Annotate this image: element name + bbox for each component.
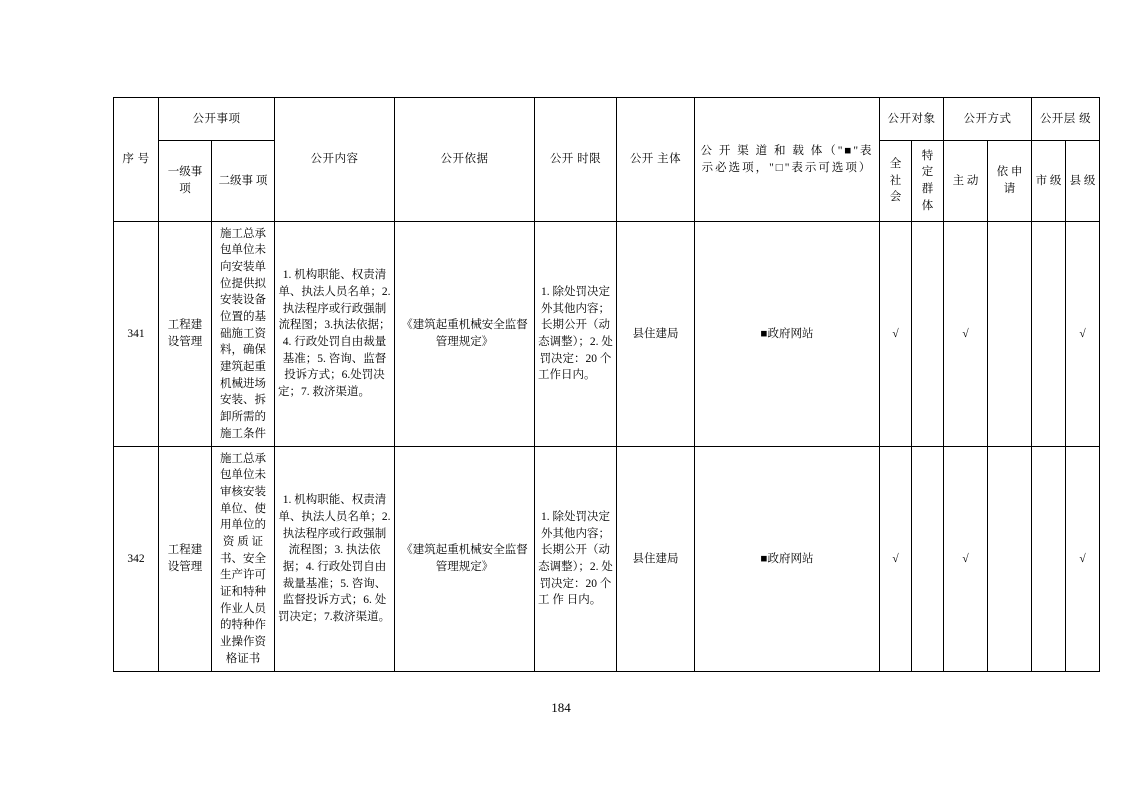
header-method-apply: 依 申 请 <box>988 141 1032 222</box>
table-header-row-1 <box>114 98 1100 141</box>
header-level-city: 市 级 <box>1032 141 1066 222</box>
table-container <box>113 97 1096 672</box>
cell-seq: 342 <box>114 447 159 672</box>
cell-method-apply <box>988 447 1032 672</box>
cell-audience-group <box>912 447 944 672</box>
cell-audience-public: √ <box>880 447 912 672</box>
cell-level-county: √ <box>1066 222 1100 447</box>
cell-subject: 县住建局 <box>617 447 695 672</box>
header-level1: 一级事 项 <box>159 141 212 222</box>
disclosure-table <box>113 97 1100 672</box>
cell-method-active: √ <box>944 447 988 672</box>
cell-level2: 施工总承包单位未向安装单位提供拟安装设备位置的基础施工资料，确保建筑起重机械进场安装、拆卸所需的施工条件 <box>212 222 275 447</box>
header-content: 公开内容 <box>275 98 395 222</box>
header-subject: 公开 主体 <box>617 98 695 222</box>
table-row <box>114 447 1100 672</box>
page-number: 184 <box>551 700 571 715</box>
cell-time-limit: 1. 除处罚决定外其他内容；长期公开（动态调整）；2. 处罚决定：20 个工作日内。 <box>535 222 617 447</box>
cell-seq: 341 <box>114 222 159 447</box>
cell-content: 1. 机构职能、权责清单、执法人员名单；2.执法程序或行政强制流程图；3. 执法依据；4. 行政处罚自由裁量基准；5. 咨询、监督投诉方式；6. 处罚决定；7.救济渠道。 <box>275 447 395 672</box>
cell-level1: 工程建 设管理 <box>159 222 212 447</box>
cell-audience-public: √ <box>880 222 912 447</box>
cell-level1: 工程建 设管理 <box>159 447 212 672</box>
header-public-items: 公开事项 <box>159 98 275 141</box>
cell-audience-group <box>912 222 944 447</box>
table-row <box>114 222 1100 447</box>
cell-method-apply <box>988 222 1032 447</box>
cell-level-county: √ <box>1066 447 1100 672</box>
header-time-limit: 公开 时限 <box>535 98 617 222</box>
header-seq: 序 号 <box>114 98 159 222</box>
cell-level-city <box>1032 222 1066 447</box>
header-method: 公开方式 <box>944 98 1032 141</box>
header-level2: 二级事 项 <box>212 141 275 222</box>
header-audience-group: 特 定 群 体 <box>912 141 944 222</box>
header-audience-public: 全 社 会 <box>880 141 912 222</box>
header-method-active: 主 动 <box>944 141 988 222</box>
cell-channel: ■政府网站 <box>695 447 880 672</box>
cell-basis: 《建筑起重机械安全监督管理规定》 <box>395 447 535 672</box>
header-channel: 公 开 渠 道 和 载 体（"■"表示必选项，"□"表示可选项） <box>695 98 880 222</box>
cell-method-active: √ <box>944 222 988 447</box>
cell-level-city <box>1032 447 1066 672</box>
header-basis: 公开依据 <box>395 98 535 222</box>
header-audience: 公开对象 <box>880 98 944 141</box>
header-level: 公开层 级 <box>1032 98 1100 141</box>
header-level-county: 县 级 <box>1066 141 1100 222</box>
cell-basis: 《建筑起重机械安全监督管理规定》 <box>395 222 535 447</box>
cell-content: 1. 机构职能、权责清单、执法人员名单；2.执法程序或行政强制流程图；3.执法依据；4. 行政处罚自由裁量基准；5. 咨询、监督投诉方式；6.处罚决定；7. 救济渠道。 <box>275 222 395 447</box>
cell-channel: ■政府网站 <box>695 222 880 447</box>
cell-subject: 县住建局 <box>617 222 695 447</box>
cell-level2: 施工总承包单位未审核安装单位、使用单位的资 质 证书、安全生产许可证和特种作业人员的特种作业操作资格证书 <box>212 447 275 672</box>
cell-time-limit: 1. 除处罚决定外其他内容；长期公开（动态调整）；2. 处罚决定：20 个 工 作 日内。 <box>535 447 617 672</box>
